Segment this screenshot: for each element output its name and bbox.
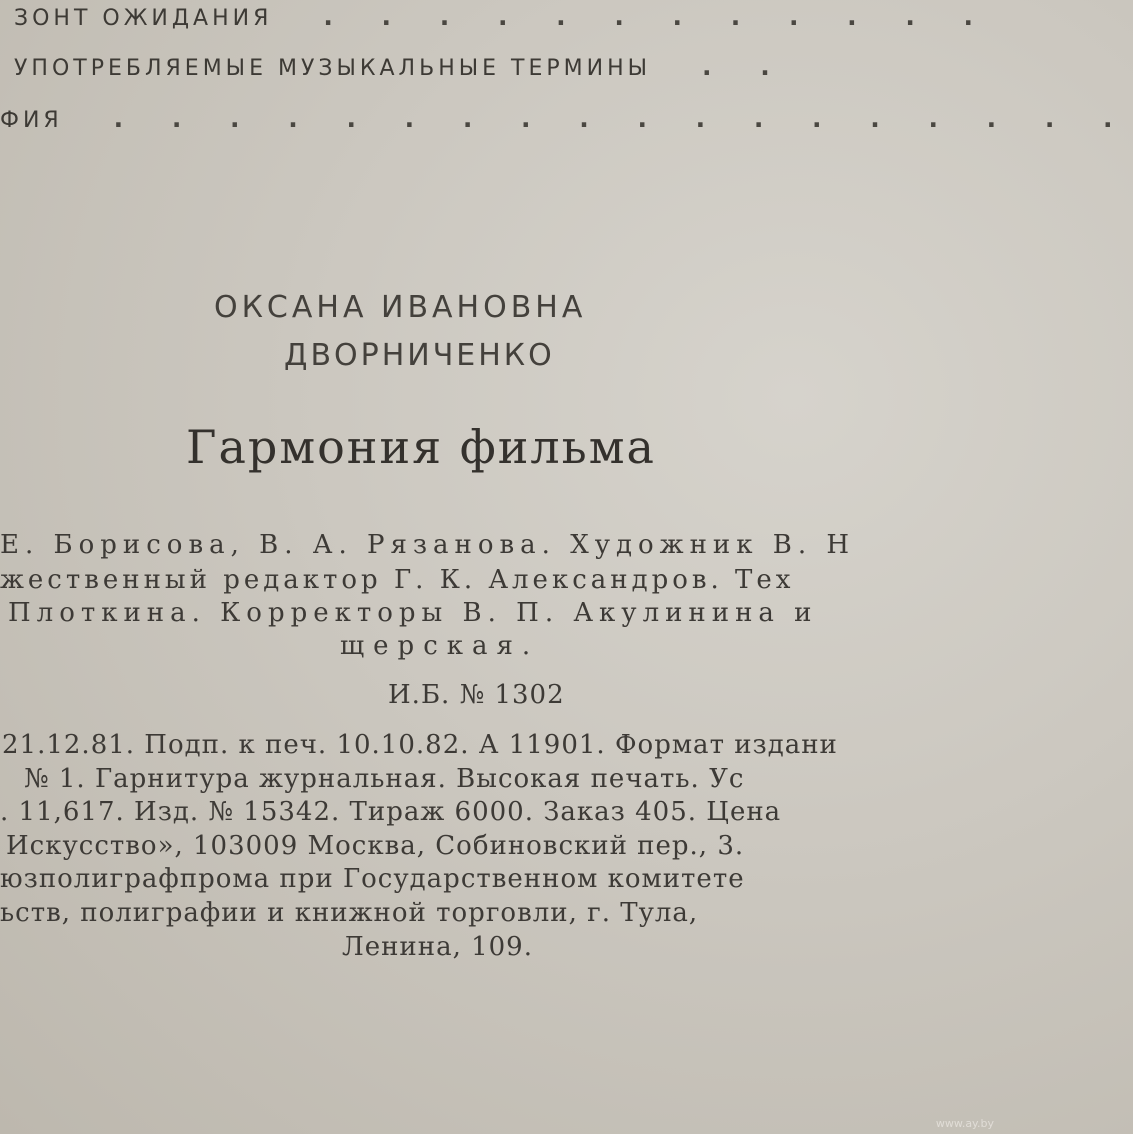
author-name: ОКСАНА ИВАНОВНА xyxy=(214,290,587,325)
imprint-line: 21.12.81. Подп. к печ. 10.10.82. А 11901. Формат издани xyxy=(2,730,838,760)
imprint-line: Искусство», 103009 Москва, Собиновский пер., 3. xyxy=(6,831,745,861)
credits-line: Е. Борисова, В. А. Рязанова. Художник В. Н xyxy=(0,530,856,560)
imprint-line: . 11,617. Изд. № 15342. Тираж 6000. Заказ 405. Цена xyxy=(0,797,782,827)
imprint-line: юзполиграфпрома при Государственном комитете xyxy=(0,864,745,894)
toc-dots: . . xyxy=(702,52,790,81)
imprint-line: № 1. Гарнитура журнальная. Высокая печать. Ус xyxy=(24,764,745,794)
ib-number: И.Б. № 1302 xyxy=(388,680,565,710)
toc-dots: . . . . . . . . . . . . xyxy=(323,2,994,31)
credits-line: щерская. xyxy=(340,631,540,661)
toc-line-3 xyxy=(0,104,1133,133)
toc-line-1 xyxy=(14,2,993,31)
imprint-line: Ленина, 109. xyxy=(342,932,533,962)
credits-line: Плоткина. Корректоры В. П. Акулинина и xyxy=(8,598,818,628)
credits-line: жественный редактор Г. К. Александров. Тех xyxy=(0,565,795,595)
book-title: Гармония фильма xyxy=(186,420,656,474)
toc-entry: УПОТРЕБЛЯЕМЫЕ МУЗЫКАЛЬНЫЕ ТЕРМИНЫ xyxy=(14,56,652,81)
watermark: www.ay.by xyxy=(935,1117,994,1130)
toc-line-2 xyxy=(14,52,790,81)
toc-dots: . . . . . . . . . . . . . . . . . . xyxy=(113,104,1133,133)
author-surname: ДВОРНИЧЕНКО xyxy=(284,338,555,373)
toc-entry: ЗОНТ ОЖИДАНИЯ xyxy=(14,6,273,31)
toc-entry: ФИЯ xyxy=(0,108,63,133)
imprint-line: ьств, полиграфии и книжной торговли, г. Тула, xyxy=(0,898,699,928)
